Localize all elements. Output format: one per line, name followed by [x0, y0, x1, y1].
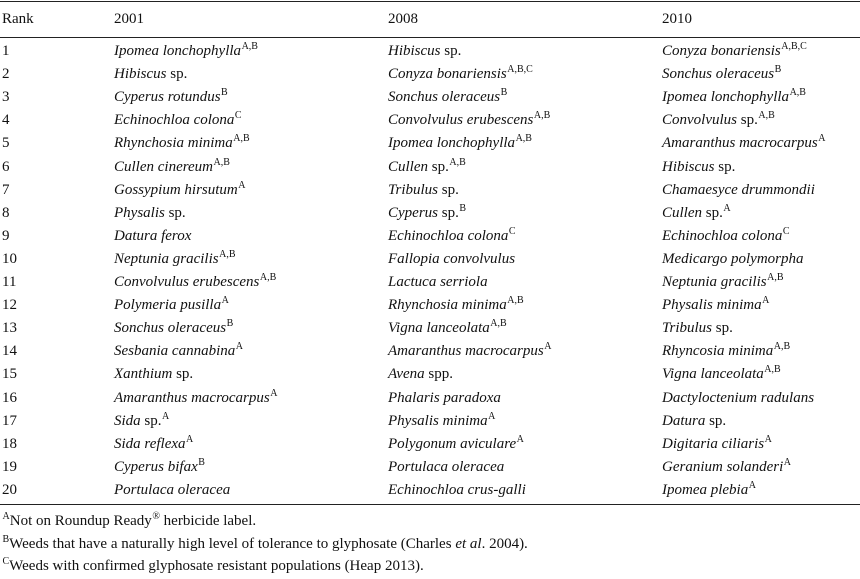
species-2008-cell	[388, 294, 524, 318]
footnote-mark: B	[2, 533, 10, 545]
rank-cell: 2	[2, 66, 10, 83]
species-2001-cell	[114, 86, 228, 110]
footnote-marker: C	[508, 225, 516, 237]
table-top-rule	[0, 1, 860, 2]
footnote-marker: B	[221, 87, 228, 99]
species-suffix: sp.	[164, 204, 186, 221]
species-name: Ipomea lonchophylla	[114, 43, 242, 59]
species-name: Cyperus	[388, 204, 438, 221]
table-row	[0, 225, 860, 247]
species-name: Amaranthus macrocarpus	[114, 389, 270, 406]
footnote-marker: A	[186, 433, 194, 445]
species-2008-cell	[388, 132, 532, 156]
table-row	[0, 479, 860, 501]
species-name: Cyperus bifax	[114, 458, 198, 475]
species-name: Neptunia gracilis	[662, 274, 767, 290]
table-row	[0, 340, 860, 362]
table-row	[0, 410, 860, 432]
species-2010-cell	[662, 132, 825, 156]
species-2010-cell	[662, 317, 733, 339]
rank-cell: 20	[2, 481, 17, 498]
footnote-text: . 2004).	[481, 535, 528, 552]
table-row	[0, 202, 860, 224]
species-name: Conyza bonariensis	[662, 43, 781, 59]
species-2010-cell	[662, 156, 735, 178]
footnote-text: et al	[455, 535, 482, 552]
species-2010-cell	[662, 433, 772, 457]
table-row	[0, 63, 860, 85]
footnote-b	[2, 533, 528, 557]
header-rank: Rank	[2, 11, 34, 27]
species-name: Amaranthus macrocarpus	[388, 343, 544, 360]
species-name: Vigna lanceolata	[662, 366, 764, 383]
species-2010-cell	[662, 109, 775, 133]
rank-cell: 15	[2, 366, 17, 383]
footnote-marker: A,B,C	[507, 64, 533, 76]
species-name: Hibiscus	[662, 158, 715, 175]
species-2010-cell	[662, 456, 791, 480]
rank-cell: 3	[2, 89, 10, 106]
species-name: Echinochloa crus-galli	[388, 481, 526, 498]
species-name: Physalis	[114, 204, 165, 221]
rank-cell: 1	[2, 43, 10, 59]
footnote-marker: A,B	[219, 248, 236, 260]
table-row	[0, 433, 860, 455]
table-row	[0, 156, 860, 178]
species-name: Rhynchosia minima	[114, 135, 233, 152]
species-name: Xanthium	[114, 366, 173, 383]
species-2001-cell	[114, 202, 186, 224]
footnote-marker: A,B	[490, 318, 507, 330]
species-2008-cell	[388, 248, 515, 270]
species-2001-cell	[114, 433, 193, 457]
species-suffix: sp.	[714, 158, 736, 175]
header-2010: 2010	[662, 11, 692, 27]
table-row	[0, 86, 860, 108]
species-2008-cell	[388, 225, 516, 249]
species-2010-cell	[662, 202, 731, 226]
footnote-marker: A,B	[758, 110, 775, 122]
species-2008-cell	[388, 40, 461, 62]
species-suffix: sp.	[166, 66, 188, 83]
footnote-marker: A	[238, 179, 246, 191]
species-suffix: sp.	[702, 204, 723, 221]
species-suffix: sp.	[705, 412, 727, 429]
rank-cell: 7	[2, 181, 10, 198]
species-2010-cell	[662, 40, 807, 64]
species-name: Hibiscus	[114, 66, 167, 83]
species-name: Sesbania cannabina	[114, 343, 236, 360]
footnote-marker: B	[774, 64, 782, 76]
species-suffix: sp.	[438, 181, 459, 198]
footnote-marker: A	[270, 387, 278, 399]
species-name: Cullen	[662, 204, 702, 221]
rank-cell: 9	[2, 227, 10, 244]
table-bottom-rule	[0, 504, 860, 505]
species-2008-cell	[388, 271, 488, 293]
species-name: Polygonum aviculare	[388, 435, 517, 452]
species-suffix: spp.	[424, 366, 453, 383]
footnote-text: herbicide label.	[159, 513, 257, 529]
species-name: Medicargo polymorpha	[662, 250, 804, 267]
rank-cell: 11	[2, 274, 17, 290]
species-2010-cell	[662, 179, 815, 201]
species-name: Avena	[388, 366, 425, 383]
footnote-text: Weeds with confirmed glyphosate resistant populations (Heap 2013).	[9, 558, 424, 574]
species-suffix: sp.	[172, 366, 194, 383]
footnote-marker: A	[162, 410, 170, 422]
footnote-marker: C	[782, 225, 790, 237]
species-name: Echinochloa colona	[114, 112, 235, 129]
species-2001-cell	[114, 109, 242, 133]
species-2008-cell	[388, 363, 453, 385]
species-2010-cell	[662, 63, 781, 87]
species-2001-cell	[114, 179, 246, 203]
species-2010-cell	[662, 86, 806, 110]
species-suffix: sp.	[440, 43, 462, 59]
species-name: Amaranthus macrocarpus	[662, 135, 818, 152]
species-2001-cell	[114, 479, 230, 501]
footnote-marker: A	[235, 341, 243, 353]
rank-cell: 16	[2, 389, 17, 406]
species-2001-cell	[114, 63, 187, 85]
species-name: Datura	[662, 412, 706, 429]
species-2010-cell	[662, 225, 790, 249]
species-suffix: sp.	[438, 204, 459, 221]
species-2001-cell	[114, 317, 233, 341]
footnote-marker: A	[516, 433, 524, 445]
footnote-c	[2, 555, 424, 579]
species-2008-cell	[388, 387, 501, 409]
table-header-row	[0, 8, 860, 30]
table-row	[0, 294, 860, 316]
footnote-marker: A	[818, 133, 826, 145]
footnote-text: ®	[152, 511, 160, 522]
species-name: Convolvulus	[662, 112, 737, 129]
species-2010-cell	[662, 387, 814, 409]
rank-cell: 14	[2, 343, 17, 360]
species-name: Rhyncosia minima	[662, 343, 774, 360]
footnote-marker: B	[198, 456, 205, 468]
species-name: Physalis minima	[388, 412, 488, 429]
header-2008: 2008	[388, 11, 418, 27]
species-2001-cell	[114, 225, 191, 247]
species-name: Cullen	[388, 158, 428, 175]
species-2010-cell	[662, 340, 790, 364]
footnote-marker: A,B	[764, 364, 781, 376]
species-name: Portulaca oleracea	[388, 458, 505, 475]
footnote-marker: A	[748, 479, 756, 491]
species-suffix: sp.	[428, 158, 449, 175]
species-2001-cell	[114, 271, 276, 295]
species-2008-cell	[388, 479, 526, 501]
species-name: Geranium solanderi	[662, 458, 784, 475]
species-suffix: sp.	[140, 412, 162, 429]
species-2001-cell	[114, 132, 250, 156]
species-name: Polymeria pusilla	[114, 297, 222, 314]
species-name: Phalaris paradoxa	[388, 389, 501, 406]
species-name: Ipomea lonchophylla	[388, 135, 516, 152]
rank-cell: 13	[2, 320, 17, 337]
rank-cell: 10	[2, 250, 17, 267]
footnote-marker: A	[723, 202, 731, 214]
species-name: Sida	[114, 412, 141, 429]
table-header-rule	[0, 37, 860, 38]
footnote-marker: A	[488, 410, 496, 422]
species-2008-cell	[388, 109, 550, 133]
footnote-marker: A,B	[233, 133, 250, 145]
species-name: Digitaria ciliaris	[662, 435, 765, 452]
species-name: Ipomea lonchophylla	[662, 89, 790, 106]
species-2008-cell	[388, 456, 504, 478]
header-2001: 2001	[114, 11, 144, 27]
species-2010-cell	[662, 248, 804, 270]
species-2008-cell	[388, 340, 551, 364]
species-2008-cell	[388, 202, 466, 226]
species-name: Neptunia gracilis	[114, 250, 219, 267]
species-2010-cell	[662, 271, 784, 295]
species-2010-cell	[662, 479, 756, 503]
species-2008-cell	[388, 63, 533, 87]
species-name: Sida reflexa	[114, 435, 186, 452]
footnote-mark: C	[2, 556, 10, 567]
species-2001-cell	[114, 363, 193, 385]
rank-cell: 6	[2, 158, 10, 175]
species-2001-cell	[114, 40, 258, 64]
footnote-marker: A	[764, 433, 772, 445]
footnote-marker: B	[226, 318, 234, 330]
species-name: Rhynchosia minima	[388, 297, 507, 314]
footnote-marker: A,B	[241, 41, 258, 52]
species-2008-cell	[388, 410, 495, 434]
footnote-marker: C	[234, 110, 242, 122]
rank-cell: 5	[2, 135, 10, 152]
species-name: Tribulus	[662, 320, 713, 337]
species-2001-cell	[114, 248, 236, 272]
table-row	[0, 363, 860, 385]
species-2001-cell	[114, 456, 205, 480]
footnote-marker: A,B	[259, 272, 277, 283]
species-name: Sonchus oleraceus	[388, 89, 501, 106]
species-suffix: sp.	[737, 112, 758, 129]
rank-cell: 12	[2, 297, 17, 314]
table-row	[0, 387, 860, 409]
species-2010-cell	[662, 294, 769, 318]
rank-cell: 4	[2, 112, 10, 129]
species-2008-cell	[388, 156, 466, 180]
table-row	[0, 40, 860, 62]
table-row	[0, 271, 860, 293]
species-name: Gossypium hirsutum	[114, 181, 238, 198]
species-name: Ipomea plebia	[662, 481, 749, 498]
species-2008-cell	[388, 179, 459, 201]
footnote-marker: A,B	[789, 87, 806, 99]
species-2008-cell	[388, 317, 507, 341]
footnote-text: Not on Roundup Ready	[9, 513, 152, 529]
species-2001-cell	[114, 294, 229, 318]
species-name: Tribulus	[388, 181, 439, 198]
footnote-marker: A,B	[507, 295, 524, 307]
species-name: Hibiscus	[388, 43, 441, 59]
species-2008-cell	[388, 86, 507, 110]
footnote-marker: A	[221, 295, 229, 307]
rank-cell: 18	[2, 435, 17, 452]
species-name: Lactuca serriola	[388, 274, 488, 290]
species-name: Fallopia convolvulus	[388, 250, 516, 267]
footnote-marker: A,B	[533, 110, 551, 122]
rank-cell: 17	[2, 412, 17, 429]
footnote-marker: A	[544, 341, 552, 353]
species-name: Sonchus oleraceus	[662, 66, 775, 83]
species-suffix: sp.	[712, 320, 733, 337]
species-2001-cell	[114, 410, 169, 434]
table-row	[0, 456, 860, 478]
footnote-a	[2, 510, 256, 534]
species-2010-cell	[662, 363, 781, 387]
table-row	[0, 109, 860, 131]
footnote-marker: A,B	[449, 156, 466, 168]
footnote-marker: A,B	[767, 272, 784, 283]
footnote-mark: A	[2, 511, 10, 522]
species-2001-cell	[114, 340, 243, 364]
species-name: Convolvulus erubescens	[388, 112, 534, 129]
species-name: Chamaesyce drummondii	[662, 181, 815, 198]
footnote-marker: B	[500, 87, 508, 99]
species-name: Physalis minima	[662, 297, 762, 314]
footnote-marker: B	[459, 202, 467, 214]
footnote-marker: A	[762, 295, 770, 307]
rank-cell: 8	[2, 204, 10, 221]
table-row	[0, 132, 860, 154]
table-row	[0, 179, 860, 201]
species-name: Conyza bonariensis	[388, 66, 507, 83]
species-name: Cullen cinereum	[114, 158, 214, 175]
footnote-marker: A,B,C	[781, 41, 807, 52]
species-name: Convolvulus erubescens	[114, 274, 260, 290]
species-name: Cyperus rotundus	[114, 89, 221, 106]
footnote-marker: A,B	[515, 133, 532, 145]
species-2001-cell	[114, 387, 277, 411]
species-name: Sonchus oleraceus	[114, 320, 227, 337]
species-2008-cell	[388, 433, 524, 457]
species-2010-cell	[662, 410, 726, 432]
species-name: Datura ferox	[114, 227, 192, 244]
species-name: Dactyloctenium radulans	[662, 389, 815, 406]
species-name: Portulaca oleracea	[114, 481, 231, 498]
species-name: Echinochloa colona	[662, 227, 783, 244]
species-2001-cell	[114, 156, 230, 180]
footnote-text: Weeds that have a naturally high level of tolerance to glyphosate (Charles	[9, 535, 456, 552]
footnote-marker: A,B	[213, 156, 230, 168]
species-name: Vigna lanceolata	[388, 320, 490, 337]
footnote-marker: A,B	[773, 341, 791, 353]
table-row	[0, 317, 860, 339]
table-row	[0, 248, 860, 270]
rank-cell: 19	[2, 458, 17, 475]
footnote-marker: A	[783, 456, 791, 468]
species-name: Echinochloa colona	[388, 227, 509, 244]
